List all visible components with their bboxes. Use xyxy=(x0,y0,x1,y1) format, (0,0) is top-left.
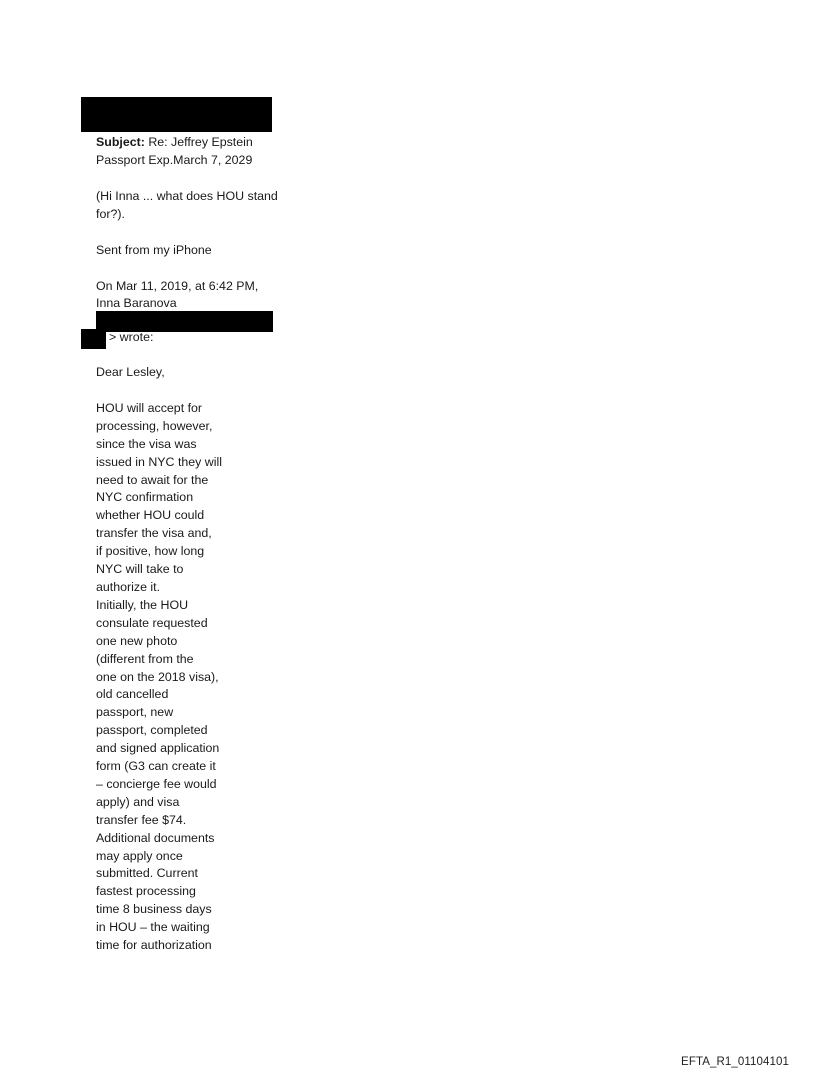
body-line: NYC will take to xyxy=(96,562,184,577)
body-line: in HOU – the waiting xyxy=(96,920,210,935)
redaction-block-email-prefix xyxy=(81,329,106,349)
body-line: need to await for the xyxy=(96,472,209,487)
body-line: apply) and visa xyxy=(96,794,180,809)
body-line: time for authorization xyxy=(96,938,212,953)
body-line: (different from the xyxy=(96,651,194,666)
question-text: (Hi Inna ... what does HOU stand for?). xyxy=(96,188,278,221)
body-line: if positive, how long xyxy=(96,544,205,559)
subject-value: Re: Jeffrey Epstein Passport Exp.March 7, 2029 xyxy=(96,135,253,167)
body-line: transfer fee $74. xyxy=(96,812,187,827)
body-line: may apply once xyxy=(96,848,183,863)
email-body-section xyxy=(96,364,278,955)
body-line: one new photo xyxy=(96,633,178,648)
body-line: passport, completed xyxy=(96,723,208,738)
body-line: fastest processing xyxy=(96,884,196,899)
body-line: HOU will accept for xyxy=(96,400,203,415)
body-line: Initially, the HOU xyxy=(96,597,189,612)
body-line: and signed application xyxy=(96,741,220,756)
body-line: issued in NYC they will xyxy=(96,454,223,469)
subject-label: Subject: xyxy=(96,135,145,149)
body-line: since the visa was xyxy=(96,436,197,451)
body-line: consulate requested xyxy=(96,615,208,630)
quote-header: On Mar 11, 2019, at 6:42 PM, Inna Baranova xyxy=(96,278,259,311)
email-body xyxy=(96,400,278,955)
signature-text: Sent from my iPhone xyxy=(96,242,212,257)
email-top-section xyxy=(96,134,278,313)
body-line: whether HOU could xyxy=(96,508,205,523)
body-line: processing, however, xyxy=(96,418,213,433)
greeting-text: Dear Lesley, xyxy=(96,365,165,379)
wrote-text: > wrote: xyxy=(109,330,154,344)
body-line: authorize it. xyxy=(96,579,161,594)
body-line: transfer the visa and, xyxy=(96,526,212,541)
body-line: one on the 2018 visa), xyxy=(96,669,219,684)
body-line: NYC confirmation xyxy=(96,490,194,505)
body-line: – concierge fee would xyxy=(96,776,217,791)
body-line: time 8 business days xyxy=(96,902,212,917)
body-line: Additional documents xyxy=(96,830,215,845)
body-line: old cancelled xyxy=(96,687,169,702)
redaction-block-header xyxy=(81,97,272,132)
body-line: submitted. Current xyxy=(96,866,198,881)
body-line: passport, new xyxy=(96,705,174,720)
document-id: EFTA_R1_01104101 xyxy=(681,1056,789,1068)
body-line: form (G3 can create it xyxy=(96,759,216,774)
subject-line xyxy=(96,134,278,170)
